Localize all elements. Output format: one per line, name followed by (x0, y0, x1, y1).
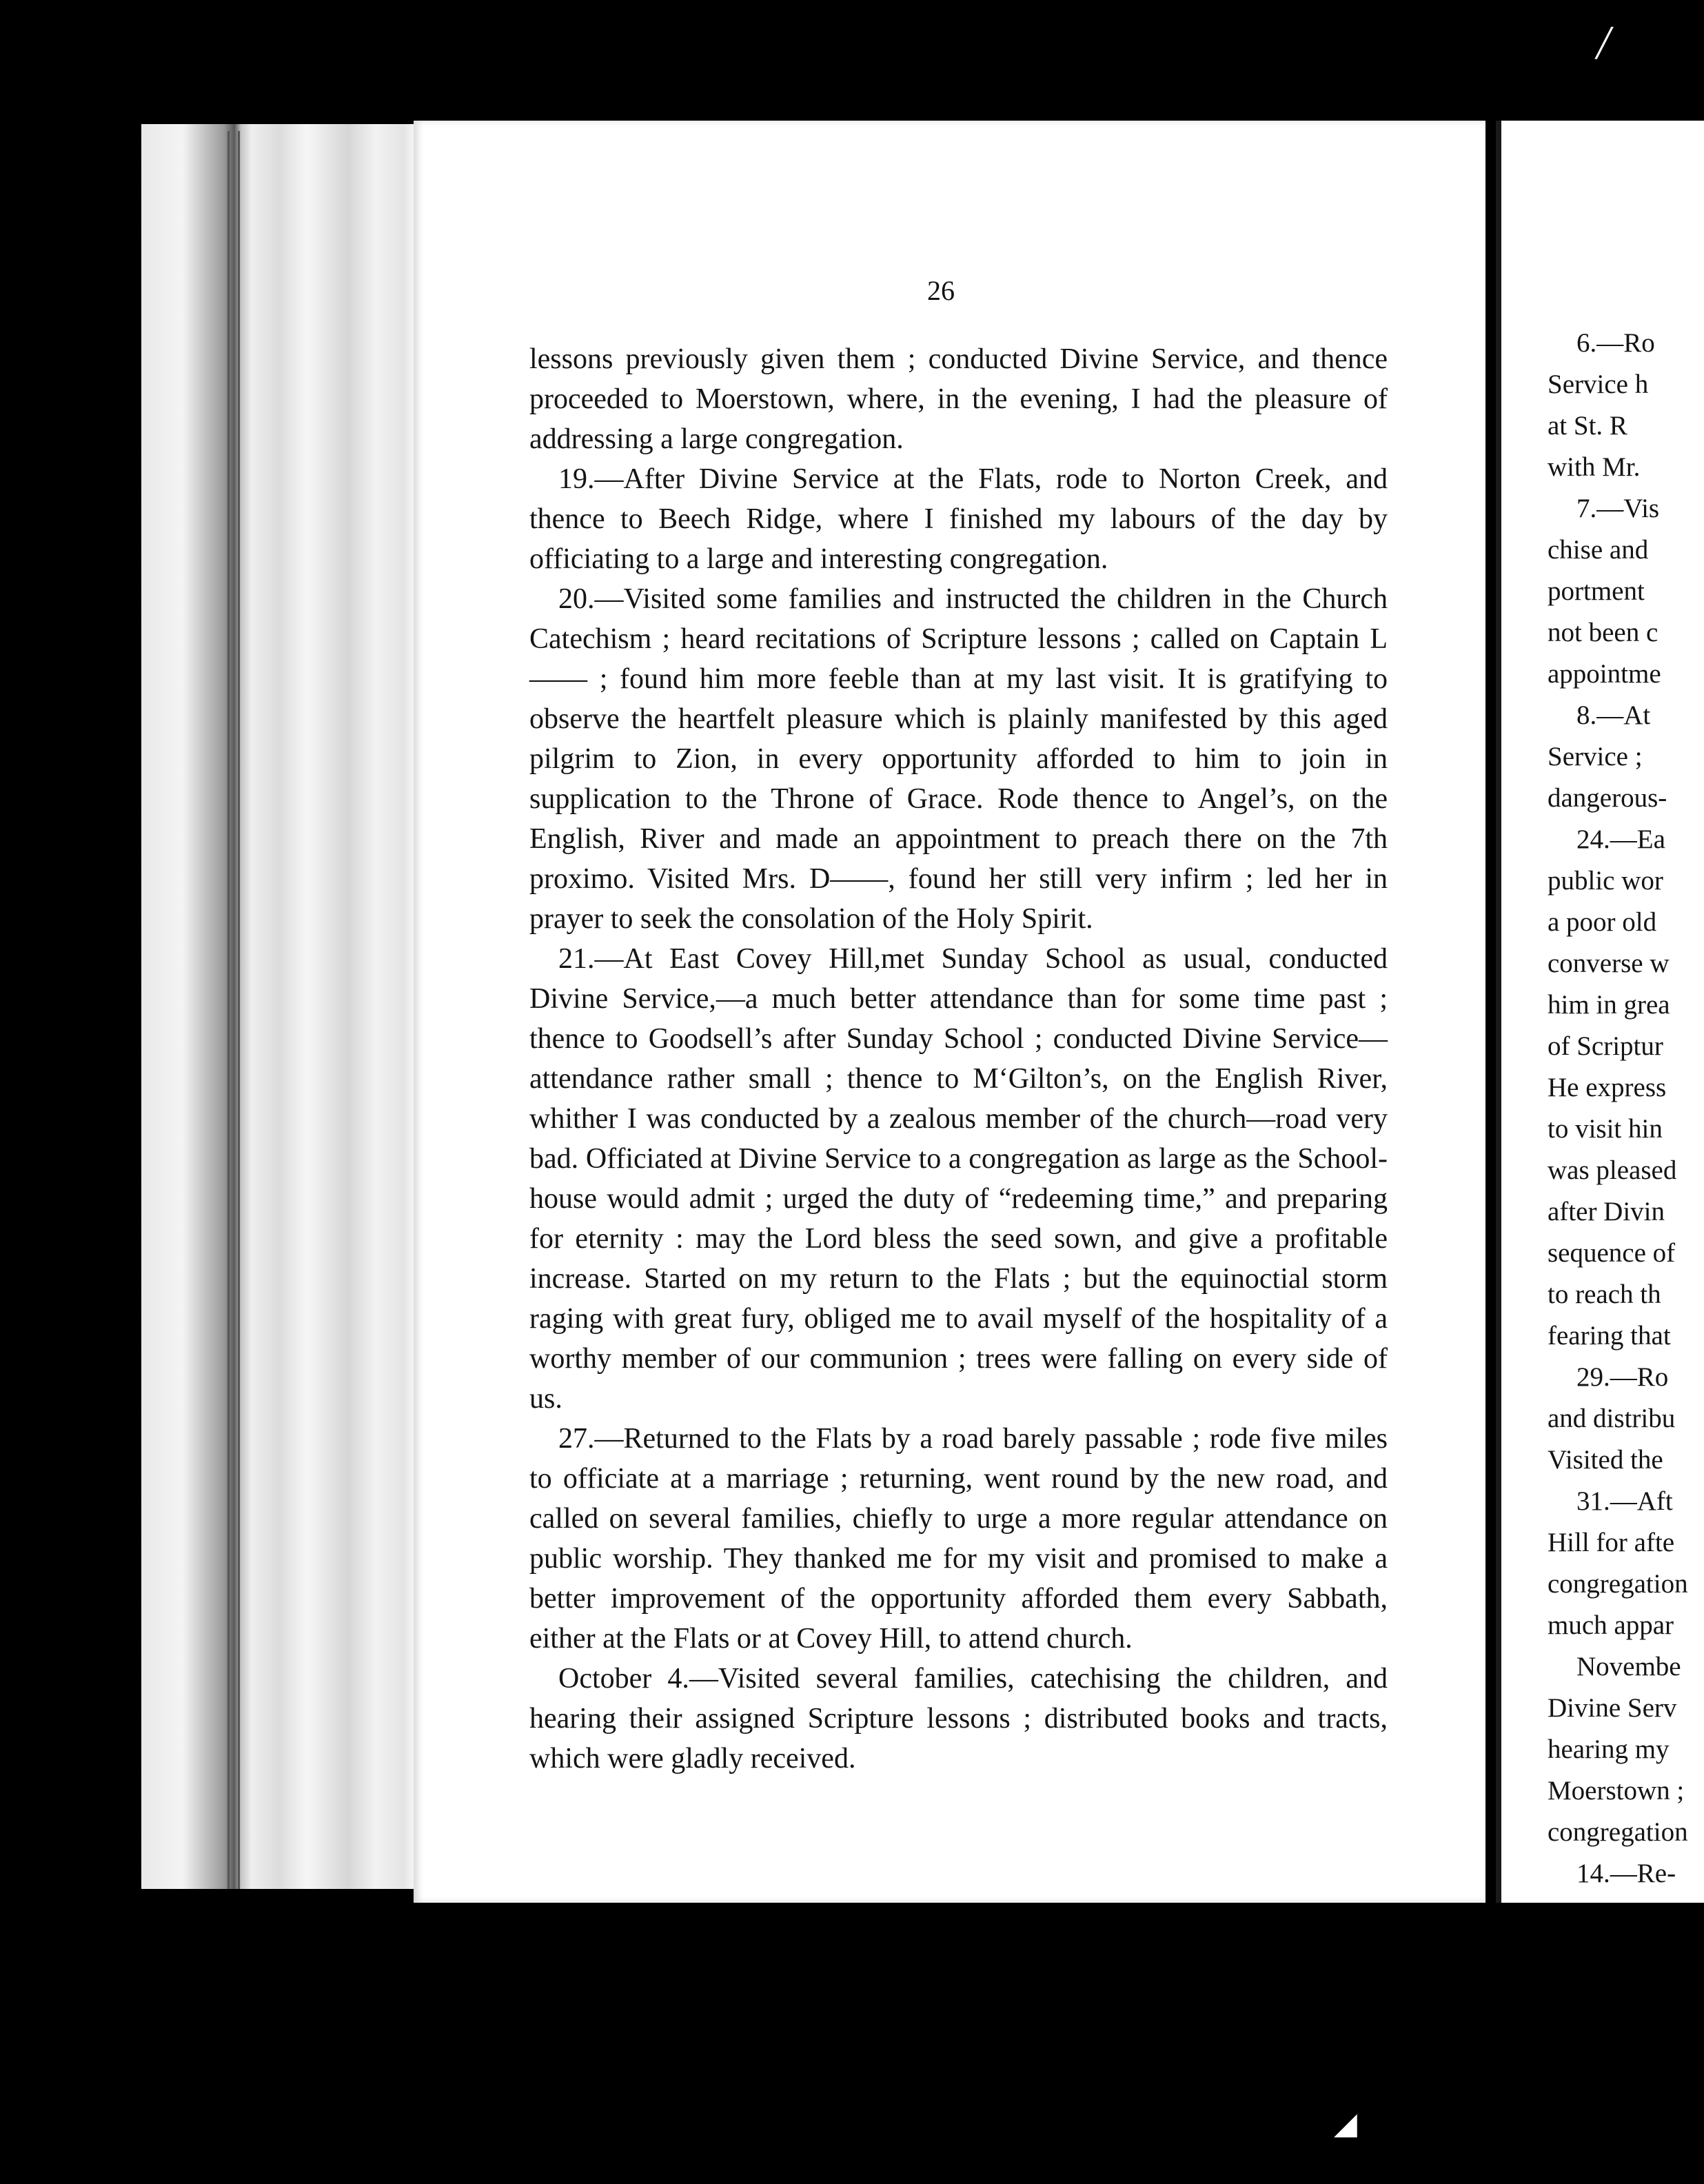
page-number: 26 (927, 275, 955, 306)
facing-page-line: sequence of (1548, 1238, 1676, 1268)
facing-page-line: 8.—At (1576, 700, 1651, 730)
facing-page-line: him in grea (1548, 990, 1670, 1020)
facing-page-line: Hill for afte (1548, 1528, 1675, 1557)
facing-page-line: Visited the (1548, 1445, 1663, 1475)
scan-mark: ◢ (1334, 2106, 1357, 2141)
facing-page-line: congregation (1548, 1817, 1688, 1847)
facing-page-text (1548, 323, 1704, 1894)
facing-page-line: 14.—Re- (1576, 1859, 1676, 1888)
facing-page-line: to reach th (1548, 1280, 1661, 1309)
facing-page-line: 29.—Ro (1576, 1362, 1669, 1392)
paragraph: 27.—Returned to the Flats by a road barely passable ; rode five miles to officiate at a marriage ; returning, went round by the new road, and called on several families, chiefly to urge a more regular attendance on public worship. They thanked me for my visit and promised to make a better improvement of the opportunity afforded them every Sabbath, either at the Flats or at Covey Hill, to attend church. (529, 1423, 1388, 1655)
facing-page-line: dangerous- (1548, 783, 1667, 813)
facing-page-line: congregation (1548, 1569, 1688, 1599)
facing-page-line: and distribu (1548, 1404, 1676, 1433)
facing-page-line: Divine Serv (1548, 1693, 1677, 1723)
facing-page-line: at St. R (1548, 411, 1627, 441)
facing-page-line: appointme (1548, 659, 1661, 689)
facing-page-line: public wor (1548, 866, 1663, 896)
page-edge-line (238, 131, 240, 1889)
facing-page-line: fearing that (1548, 1321, 1671, 1351)
facing-page-line: a poor old (1548, 907, 1657, 937)
paragraph: 20.—Visited some families and instructed the children in the Church Catechism ; heard recitations of Scripture lessons ; called on Captain L—— ; found him more feeble than at my last visit. It is gratifying to observe the heartfelt pleasure which is plainly manifested by this aged pilgrim to Zion, in every opportunity afforded to him to join in supplication to the Throne of Grace. Rode thence to Angel’s, on the English, River and made an appointment to preach there on the 7th proximo. Visited Mrs. D——, found her still very infirm ; led her in prayer to seek the consolation of the Holy Spirit. (529, 583, 1388, 935)
paragraph: lessons previously given them ; conducted Divine Service, and thence proceeded to Moerstown, where, in the evening, I had the pleasure of addressing a large congregation. (529, 343, 1388, 455)
facing-page-line: not been c (1548, 618, 1659, 647)
facing-page-line: with Mr. (1548, 452, 1641, 482)
facing-page-line: 7.—Vis (1576, 494, 1660, 523)
page-edge-line (227, 131, 230, 1889)
facing-page-line: to visit hin (1548, 1114, 1663, 1144)
facing-page-line: Service h (1548, 370, 1649, 399)
facing-page-line: Service ; (1548, 742, 1643, 771)
facing-page-line: converse w (1548, 949, 1670, 978)
facing-page-line: He express (1548, 1073, 1667, 1102)
facing-page-line: was pleased (1548, 1155, 1677, 1185)
paragraph: October 4.—Visited several families, catechising the children, and hearing their assigned Scripture lessons ; distributed books and tracts, which were gladly received. (529, 1663, 1388, 1775)
facing-page-line: 6.—Ro (1576, 328, 1655, 358)
facing-page-line: Novembe (1576, 1652, 1681, 1681)
paragraph: 21.—At East Covey Hill,met Sunday School as usual, conducted Divine Service,—a much better attendance than for some time past ; thence to Goodsell’s after Sunday School ; conducted Divine Service—attendance rather small ; thence to M‘Gilton’s, on the English River, whither I was conducted by a zealous member of the church—road very bad. Officiated at Divine Service to a congregation as large as the School-house would admit ; urged the duty of “redeeming time,” and preparing for eternity : may the Lord bless the seed sown, and give a profitable increase. Started on my return to the Flats ; but the equinoctial storm raging with great fury, obliged me to avail myself of the hospitality of a worthy member of our communion ; trees were falling on every side of us. (529, 943, 1388, 1415)
page-text (529, 339, 1388, 1779)
scan-mark: ╱ (1596, 28, 1613, 59)
facing-page-line: chise and (1548, 535, 1649, 565)
paragraph: 19.—After Divine Service at the Flats, rode to Norton Creek, and thence to Beech Ridge, where I finished my labours of the day by officiating to a large and interesting congregation. (529, 463, 1388, 575)
facing-page-line: Moerstown ; (1548, 1776, 1685, 1806)
facing-page-line: much appar (1548, 1610, 1674, 1640)
facing-page-line: after Divin (1548, 1197, 1665, 1226)
facing-page-line: 24.—Ea (1576, 825, 1665, 854)
facing-page-line: portment (1548, 576, 1645, 606)
facing-page-line: hearing my (1548, 1735, 1670, 1764)
facing-page-line: of Scriptur (1548, 1031, 1663, 1061)
page-edge-stack (141, 124, 417, 1889)
facing-page-line: 31.—Aft (1576, 1486, 1673, 1516)
